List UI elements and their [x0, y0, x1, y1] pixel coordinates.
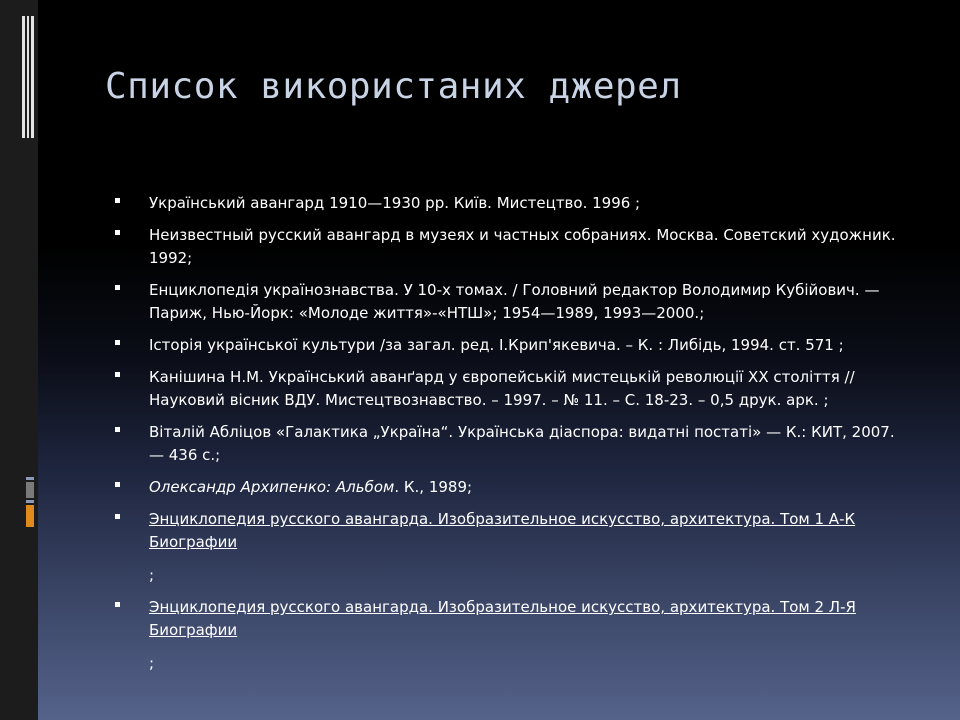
reference-text: Український авангард 1910—1930 рр. Київ. Мистецтво. 1996 ;: [149, 194, 641, 212]
reference-italic-title: Олександр Архипенко: Альбом: [149, 478, 395, 496]
reference-item: [113, 334, 913, 357]
square-bullet-icon: [115, 372, 120, 377]
reference-item: [113, 596, 913, 675]
reference-text: Енциклопедія українознавства. У 10-х томах. / Головний редактор Володимир Кубійович. — Париж, Нью-Йорк: «Молоде життя»-«НТШ»; 1954—1989, 1993—2000.;: [149, 281, 880, 322]
reference-tail: ;: [149, 566, 155, 584]
square-bullet-icon: [115, 482, 120, 487]
reference-text: Канішина Н.М. Український аванґард у європейській мистецькій революції ХХ століття // Науковий вісник ВДУ. Мистецтвознавство. – 1997. – № 11. – С. 18-23. – 0,5 друк. арк. ;: [149, 368, 855, 409]
square-bullet-icon: [115, 602, 120, 607]
square-bullet-icon: [115, 340, 120, 345]
reference-text: Історія української культури /за загал. ред. І.Крип'якевича. – К. : Либідь, 1994. ст. 571 ;: [149, 336, 844, 354]
square-bullet-icon: [115, 198, 120, 203]
reference-item: [113, 192, 913, 215]
decor-color-blocks: [26, 477, 34, 527]
reference-text: Віталій Абліцов «Галактика „Україна“. Українська діаспора: видатні постаті» — К.: КИТ, 2007. — 436 с.;: [149, 423, 895, 464]
decor-stripes-upper: [22, 16, 34, 138]
reference-link-vol1[interactable]: Энциклопедия русского авангарда. Изобразительное искусство, архитектура. Том 1 А-К Биографии: [149, 510, 856, 551]
reference-item: [113, 508, 913, 587]
reference-link-vol2[interactable]: Энциклопедия русского авангарда. Изобразительное искусство, архитектура. Том 2 Л-Я Биографии: [149, 598, 856, 639]
square-bullet-icon: [115, 285, 120, 290]
references-list: [113, 192, 913, 684]
reference-tail: ;: [149, 654, 155, 672]
reference-text: [149, 478, 472, 496]
square-bullet-icon: [115, 427, 120, 432]
reference-italic-suffix: . К., 1989;: [394, 478, 473, 496]
square-bullet-icon: [115, 514, 120, 519]
square-bullet-icon: [115, 230, 120, 235]
reference-item: [113, 421, 913, 467]
reference-text: Неизвестный русский авангард в музеях и частных собраниях. Москва. Советский художник. 1992;: [149, 226, 896, 267]
reference-item: [113, 224, 913, 270]
reference-item: [113, 366, 913, 412]
slide-title: Список використаних джерел: [105, 66, 682, 107]
reference-item: [113, 279, 913, 325]
reference-item: [113, 476, 913, 499]
